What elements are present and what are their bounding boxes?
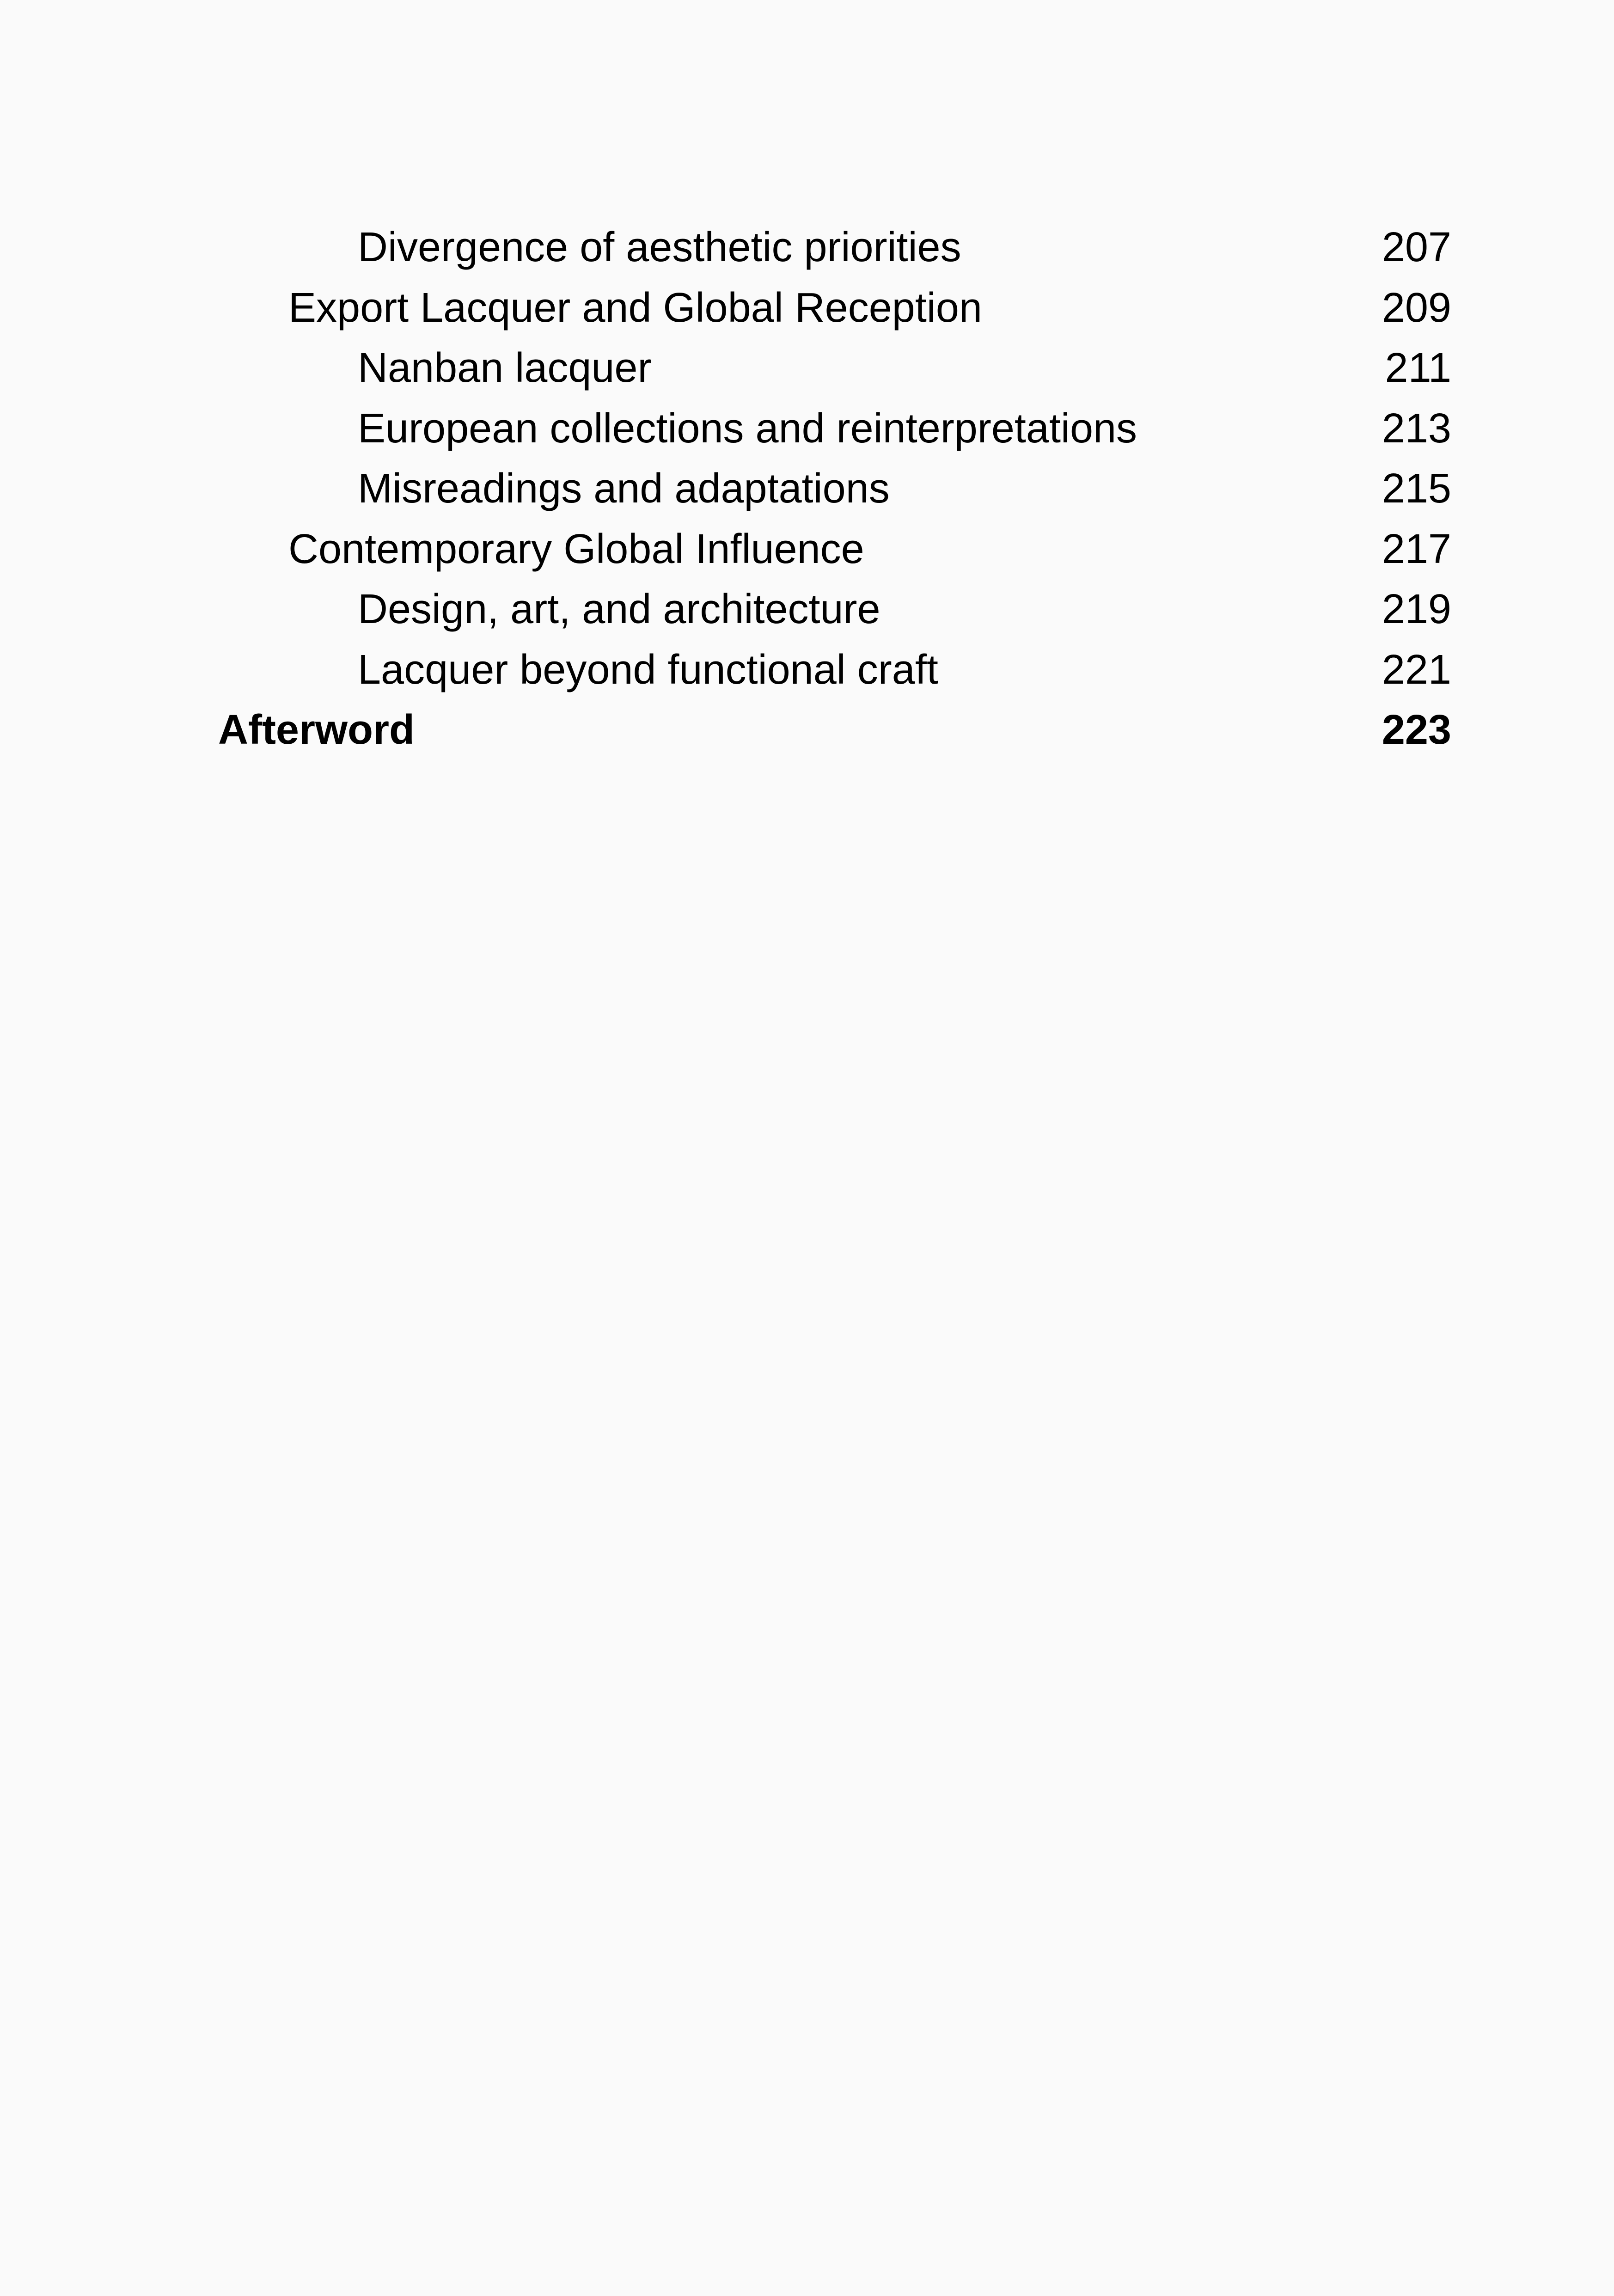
toc-entry-title: Afterword [218,707,415,753]
toc-entry-title: Divergence of aesthetic priorities [358,224,961,270]
toc-entry-afterword[interactable] [0,700,1614,760]
toc-entry-page: 217 [1382,526,1451,572]
toc-entry-page: 223 [1382,707,1451,753]
toc-entry-page: 219 [1382,586,1451,632]
toc-entry-title: European collections and reinterpretations [358,405,1137,452]
toc-entry[interactable] [0,217,1614,278]
toc-entry-page: 209 [1382,284,1451,331]
toc-entry-title: Design, art, and architecture [358,586,880,632]
toc-entry-page: 207 [1382,224,1451,270]
toc-entry-title: Lacquer beyond functional craft [358,646,938,693]
toc-entry[interactable] [0,278,1614,338]
toc-entry-page: 215 [1382,465,1451,512]
table-of-contents [0,217,1614,760]
toc-entry-title: Misreadings and adaptations [358,465,890,512]
toc-entry[interactable] [0,398,1614,459]
toc-entry[interactable] [0,459,1614,519]
toc-entry-title: Contemporary Global Influence [288,526,864,572]
toc-entry[interactable] [0,338,1614,398]
toc-entry[interactable] [0,640,1614,700]
toc-entry-title: Nanban lacquer [358,345,652,391]
toc-entry-page: 213 [1382,405,1451,452]
toc-entry-title: Export Lacquer and Global Reception [288,284,982,331]
toc-entry-page: 211 [1385,345,1451,391]
toc-entry[interactable] [0,579,1614,640]
toc-entry-page: 221 [1382,646,1451,693]
toc-entry[interactable] [0,519,1614,580]
